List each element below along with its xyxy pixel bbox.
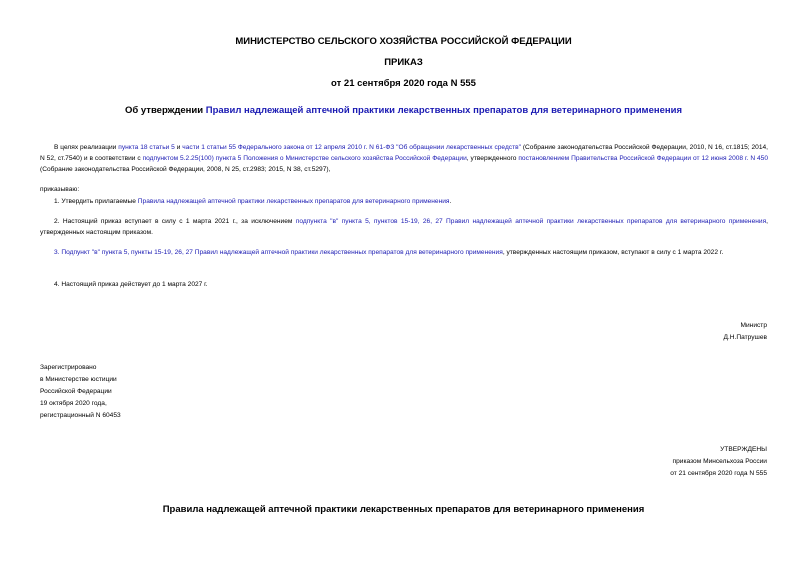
subject-prefix: Об утверждении [125,105,206,116]
order-item-4: 4. Настоящий приказ действует до 1 марта 2027 г. [54,281,208,288]
registration-block [40,362,121,422]
preamble-text: В целях реализации [54,144,119,151]
preamble-text: , утвержденного [466,155,519,162]
order-item-3 [40,247,768,258]
item-text: , утвержденных настоящим приказом. [40,218,768,236]
preamble-text: (Собрание законодательства Российской Федерации, 2010, N 16, ст.1815; 2014, N 52, ст.7540) и в соответствии с [40,144,769,162]
link-rules[interactable]: Правила надлежащей аптечной практики лекарственных препаратов для ветеринарного применения [137,198,450,205]
registration-line: Российской Федерации [40,388,112,395]
item-text: 2. Настоящий приказ вступает в силу с 1 марта 2021 г., за исключением [54,218,296,225]
preamble-text: (Собрание законодательства Российской Федерации, 2008, N 25, ст.2983; 2015, N 38, ст.5297), [40,166,331,173]
item-text: . [449,198,452,205]
approval-block [670,444,767,480]
minister-signature [723,320,767,344]
approval-line: УТВЕРЖДЕНЫ [720,446,767,453]
registration-line: регистрационный N 60453 [40,412,121,419]
item-text: , утвержденных настоящим приказом, вступают в силу с 1 марта 2022 г. [502,249,724,256]
order-item-1 [40,196,768,207]
registration-line: в Министерстве юстиции [40,376,117,383]
link-government-decree[interactable]: постановлением Правительства Российской Федерации от 12 июня 2008 г. N 450 [518,155,768,162]
order-item-2 [40,216,768,238]
ministry-heading: МИНИСТЕРСТВО СЕЛЬСКОГО ХОЗЯЙСТВА РОССИЙСКОЙ ФЕДЕРАЦИИ [235,36,572,47]
link-article-18[interactable]: пункта 18 статьи 5 [118,144,175,151]
registration-line: Зарегистрировано [40,364,97,371]
item-text: 1. Утвердить прилагаемые [54,198,138,205]
document-date-number: от 21 сентября 2020 года N 555 [331,78,476,89]
preamble-paragraph [40,142,768,175]
minister-position: Министр [740,322,767,329]
rules-title: Правила надлежащей аптечной практики лекарственных препаратов для ветеринарного применения [162,504,645,515]
document-type: ПРИКАЗ [384,57,423,68]
link-subclause[interactable]: 3. Подпункт "в" пункта 5, пункты 15-19, 26, 27 Правил надлежащей аптечной практики лекарственных препаратов для ветеринарного применения [54,249,503,256]
preamble-text: и [174,144,183,151]
link-federal-law[interactable]: части 1 статьи 55 Федерального закона от 12 апреля 2010 г. N 61-ФЗ "Об обращении лекарственных средств" [182,144,521,151]
subject-link[interactable]: Правил надлежащей аптечной практики лекарственных препаратов для ветеринарного применения [205,105,682,116]
registration-line: 19 октября 2020 года, [40,400,107,407]
document-subject [0,105,807,116]
approval-line: от 21 сентября 2020 года N 555 [670,470,767,477]
order-word: приказываю: [40,186,80,193]
link-exceptions[interactable]: подпункта "в" пункта 5, пунктов 15-19, 26, 27 Правил надлежащей аптечной практики лекарственных препаратов для ветеринарного применения [295,218,767,225]
approval-line: приказом Минсельхоза России [672,458,767,465]
minister-name: Д.Н.Патрушев [723,334,767,341]
link-regulation-clause[interactable]: подпунктом 5.2.25(100) пункта 5 Положения о Министерстве сельского хозяйства Российской Федерации [142,155,467,162]
